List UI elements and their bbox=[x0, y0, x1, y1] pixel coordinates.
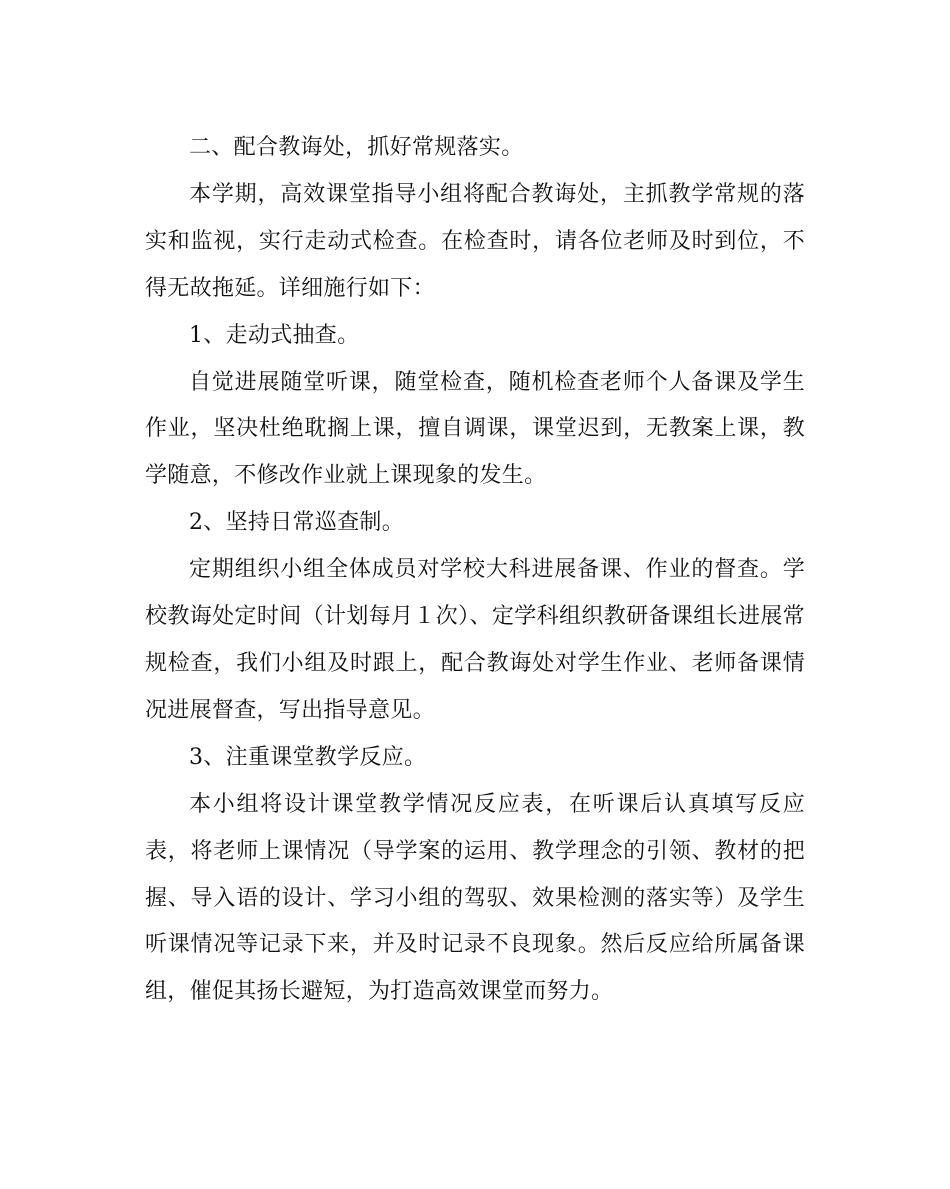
section-heading-2: 二、配合教诲处，抓好常规落实。 bbox=[189, 135, 524, 160]
item-heading-1: 1、走动式抽查。 bbox=[189, 322, 360, 348]
paragraph-intro: 本学期，高效课堂指导小组将配合教诲处，主抓教学常规的落实和监视，实行走动式检查。在检查时，请各位老师及时到位，不得无故拖延。详细施行如下： bbox=[145, 181, 805, 301]
document-body bbox=[145, 125, 805, 1016]
item-heading-2: 2、坚持日常巡查制。 bbox=[189, 510, 404, 536]
paragraph-item-1: 自觉进展随堂听课，随堂检查，随机检查老师个人备课及学生作业，坚决杜绝耽搁上课，擅自调课，课堂迟到，无教案上课，教学随意，不修改作业就上课现象的发生。 bbox=[145, 369, 805, 489]
paragraph-item-3: 本小组将设计课堂教学情况反应表，在听课后认真填写反应表，将老师上课情况（导学案的运用、教学理念的引领、教材的把握、导入语的设计、学习小组的驾驭、效果检测的落实等）及学生听课情况等记录下来，并及时记录不良现象。然后反应给所属备课组，催促其扬长避短，为打造高效课堂而努力。 bbox=[145, 791, 805, 1005]
item-heading-3: 3、注重课堂教学反应。 bbox=[189, 744, 427, 770]
paragraph-item-2: 定期组织小组全体成员对学校大科进展备课、作业的督查。学校教诲处定时间（计划每月１次）、定学科组织教研备课组长进展常规检查，我们小组及时跟上，配合教诲处对学生作业、老师备课情况进展督查，写出指导意见。 bbox=[145, 557, 805, 723]
